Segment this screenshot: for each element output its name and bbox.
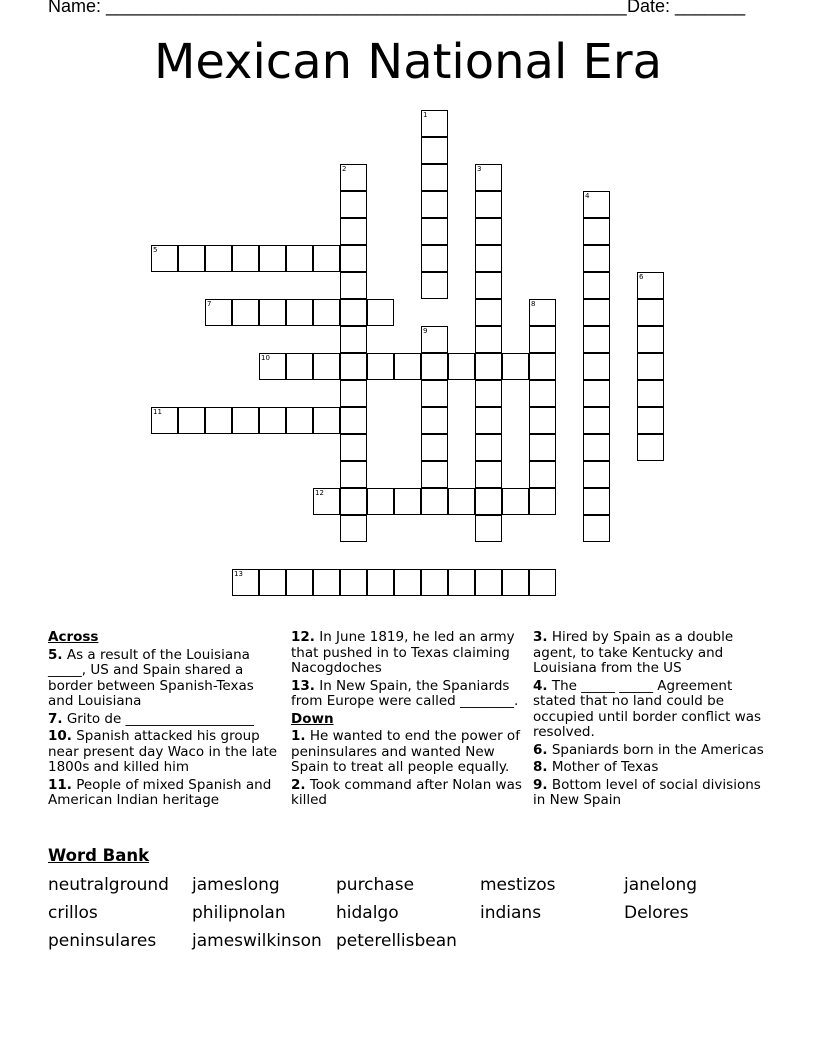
grid-cell[interactable] <box>583 245 610 272</box>
grid-cell[interactable] <box>232 299 259 326</box>
grid-cell[interactable] <box>529 380 556 407</box>
grid-cell[interactable] <box>340 407 367 434</box>
grid-cell[interactable] <box>475 407 502 434</box>
grid-cell[interactable] <box>151 245 178 272</box>
word-bank-item: peninsulares <box>48 931 157 951</box>
grid-cell[interactable] <box>340 380 367 407</box>
word-bank-item: hidalgo <box>336 903 399 923</box>
grid-cell[interactable] <box>340 353 367 380</box>
clues-column-3 <box>533 630 765 811</box>
clue-number: 4 <box>585 192 590 200</box>
grid-cell[interactable] <box>475 191 502 218</box>
grid-cell[interactable] <box>529 407 556 434</box>
clues-column-2 <box>291 630 523 811</box>
grid-cell[interactable] <box>475 164 502 191</box>
grid-cell[interactable] <box>394 488 421 515</box>
grid-cell[interactable] <box>583 515 610 542</box>
clue-number: 13 <box>234 570 243 578</box>
grid-cell[interactable] <box>421 164 448 191</box>
grid-cell[interactable] <box>232 569 259 596</box>
grid-cell[interactable] <box>583 488 610 515</box>
grid-cell[interactable] <box>421 218 448 245</box>
across-clue-7: 7. Grito de ___________________ <box>48 710 254 727</box>
grid-cell[interactable] <box>637 434 664 461</box>
grid-cell[interactable] <box>178 245 205 272</box>
grid-cell[interactable] <box>475 461 502 488</box>
grid-cell[interactable] <box>637 326 664 353</box>
name-field[interactable]: Name: ____________________________________________________ <box>48 0 627 16</box>
grid-cell[interactable] <box>421 461 448 488</box>
down-clue-8: 8. Mother of Texas <box>533 759 659 775</box>
down-clue-4: 4. The _____ _____ Agreement stated that no land could be occupied until border conflict was resolved. <box>533 677 762 740</box>
grid-cell[interactable] <box>205 299 232 326</box>
grid-cell[interactable] <box>637 299 664 326</box>
grid-cell[interactable] <box>637 272 664 299</box>
grid-cell[interactable] <box>286 299 313 326</box>
word-bank-item: indians <box>480 903 542 923</box>
down-clue-2: 2. Took command after Nolan was killed <box>291 776 522 808</box>
grid-cell[interactable] <box>340 245 367 272</box>
grid-cell[interactable] <box>502 353 529 380</box>
grid-cell[interactable] <box>421 191 448 218</box>
word-bank-item: jameswilkinson <box>192 931 322 951</box>
clue-number: 11 <box>153 408 162 416</box>
clue-number: 12 <box>315 489 324 497</box>
grid-cell[interactable] <box>259 569 286 596</box>
clue-number: 6 <box>639 273 644 281</box>
grid-cell[interactable] <box>340 272 367 299</box>
grid-cell[interactable] <box>421 326 448 353</box>
grid-cell[interactable] <box>340 569 367 596</box>
grid-cell[interactable] <box>205 245 232 272</box>
grid-cell[interactable] <box>313 407 340 434</box>
grid-cell[interactable] <box>583 272 610 299</box>
clue-number: 2 <box>342 165 347 173</box>
grid-cell[interactable] <box>583 326 610 353</box>
grid-cell[interactable] <box>313 245 340 272</box>
grid-cell[interactable] <box>421 353 448 380</box>
grid-cell[interactable] <box>394 569 421 596</box>
across-clue-10: 10. Spanish attacked his group near present day Waco in the late 1800s and killed him <box>48 728 278 775</box>
clue-number: 5 <box>153 246 158 254</box>
grid-cell[interactable] <box>340 218 367 245</box>
across-heading: Across <box>48 629 99 645</box>
grid-cell[interactable] <box>340 461 367 488</box>
across-clue-13: 13. In New Spain, the Spaniards from Europe were called ________. <box>291 677 519 709</box>
word-bank-item: mestizos <box>480 875 556 895</box>
grid-cell[interactable] <box>448 488 475 515</box>
grid-cell[interactable] <box>313 353 340 380</box>
grid-cell[interactable] <box>421 407 448 434</box>
grid-cell[interactable] <box>475 515 502 542</box>
word-bank-item: philipnolan <box>192 903 286 923</box>
word-bank-item: neutralground <box>48 875 169 895</box>
clues-column-1 <box>48 630 280 811</box>
grid-cell[interactable] <box>583 353 610 380</box>
grid-cell[interactable] <box>529 488 556 515</box>
grid-cell[interactable] <box>583 191 610 218</box>
grid-cell[interactable] <box>340 326 367 353</box>
grid-cell[interactable] <box>340 515 367 542</box>
grid-cell[interactable] <box>205 407 232 434</box>
clue-number: 1 <box>423 111 428 119</box>
word-bank-item: crillos <box>48 903 98 923</box>
grid-cell[interactable] <box>340 299 367 326</box>
grid-cell[interactable] <box>286 353 313 380</box>
word-bank-item: jameslong <box>192 875 280 895</box>
grid-cell[interactable] <box>475 434 502 461</box>
grid-cell[interactable] <box>475 272 502 299</box>
grid-cell[interactable] <box>421 272 448 299</box>
grid-cell[interactable] <box>367 569 394 596</box>
clue-number: 7 <box>207 300 212 308</box>
grid-cell[interactable] <box>367 488 394 515</box>
grid-cell[interactable] <box>475 488 502 515</box>
grid-cell[interactable] <box>421 137 448 164</box>
clue-number: 8 <box>531 300 536 308</box>
grid-cell[interactable] <box>178 407 205 434</box>
grid-cell[interactable] <box>367 353 394 380</box>
grid-cell[interactable] <box>529 461 556 488</box>
grid-cell[interactable] <box>448 353 475 380</box>
grid-cell[interactable] <box>394 353 421 380</box>
grid-cell[interactable] <box>529 434 556 461</box>
grid-cell[interactable] <box>475 326 502 353</box>
across-clue-12: 12. In June 1819, he led an army that pushed in to Texas claiming Nacogdoches <box>291 629 515 676</box>
grid-cell[interactable] <box>583 218 610 245</box>
date-field[interactable]: Date: _______ <box>627 0 746 16</box>
across-clue-5: 5. As a result of the Louisiana _____, US and Spain shared a border between Spanish-Texas and Louisiana <box>48 646 254 709</box>
word-bank-item: purchase <box>336 875 415 895</box>
grid-cell[interactable] <box>340 434 367 461</box>
word-bank-item: peterellisbean <box>336 931 457 951</box>
grid-cell[interactable] <box>583 380 610 407</box>
grid-cell[interactable] <box>475 299 502 326</box>
grid-cell[interactable] <box>529 569 556 596</box>
grid-cell[interactable] <box>529 353 556 380</box>
grid-cell[interactable] <box>259 407 286 434</box>
grid-cell[interactable] <box>421 434 448 461</box>
grid-cell[interactable] <box>313 488 340 515</box>
grid-cell[interactable] <box>475 245 502 272</box>
down-clue-1: 1. He wanted to end the power of peninsulares and wanted New Spain to treat all people equally. <box>291 728 520 775</box>
grid-cell[interactable] <box>475 380 502 407</box>
grid-cell[interactable] <box>583 461 610 488</box>
grid-cell[interactable] <box>421 110 448 137</box>
grid-cell[interactable] <box>232 245 259 272</box>
page-title: Mexican National Era <box>153 34 663 90</box>
grid-cell[interactable] <box>367 299 394 326</box>
grid-cell[interactable] <box>421 245 448 272</box>
word-bank-title: Word Bank <box>48 846 150 865</box>
grid-cell[interactable] <box>421 569 448 596</box>
grid-cell[interactable] <box>259 299 286 326</box>
grid-cell[interactable] <box>502 488 529 515</box>
grid-cell[interactable] <box>286 245 313 272</box>
grid-cell[interactable] <box>151 407 178 434</box>
grid-cell[interactable] <box>475 353 502 380</box>
grid-cell[interactable] <box>259 353 286 380</box>
word-bank-item: Delores <box>624 903 689 923</box>
grid-cell[interactable] <box>340 191 367 218</box>
grid-cell[interactable] <box>421 380 448 407</box>
down-clue-3: 3. Hired by Spain as a double agent, to take Kentucky and Louisiana from the US <box>533 629 734 676</box>
clue-number: 9 <box>423 327 428 335</box>
grid-cell[interactable] <box>502 569 529 596</box>
grid-cell[interactable] <box>340 164 367 191</box>
down-clue-9: 9. Bottom level of social divisions in New Spain <box>533 776 761 808</box>
grid-cell[interactable] <box>475 569 502 596</box>
clue-number: 3 <box>477 165 482 173</box>
grid-cell[interactable] <box>529 326 556 353</box>
grid-cell[interactable] <box>286 569 313 596</box>
grid-cell[interactable] <box>421 488 448 515</box>
down-clue-6: 6. Spaniards born in the Americas <box>533 741 764 758</box>
clue-number: 10 <box>261 354 270 362</box>
grid-cell[interactable] <box>637 353 664 380</box>
grid-cell[interactable] <box>475 218 502 245</box>
grid-cell[interactable] <box>232 407 259 434</box>
grid-cell[interactable] <box>448 569 475 596</box>
grid-cell[interactable] <box>313 569 340 596</box>
grid-cell[interactable] <box>637 380 664 407</box>
grid-cell[interactable] <box>583 299 610 326</box>
word-bank-item: janelong <box>624 875 698 895</box>
across-clue-11: 11. People of mixed Spanish and American Indian heritage <box>48 776 272 808</box>
grid-cell[interactable] <box>583 407 610 434</box>
grid-cell[interactable] <box>286 407 313 434</box>
grid-cell[interactable] <box>583 434 610 461</box>
grid-cell[interactable] <box>529 299 556 326</box>
grid-cell[interactable] <box>340 488 367 515</box>
grid-cell[interactable] <box>637 407 664 434</box>
grid-cell[interactable] <box>313 299 340 326</box>
grid-cell[interactable] <box>259 245 286 272</box>
down-heading: Down <box>291 710 334 727</box>
